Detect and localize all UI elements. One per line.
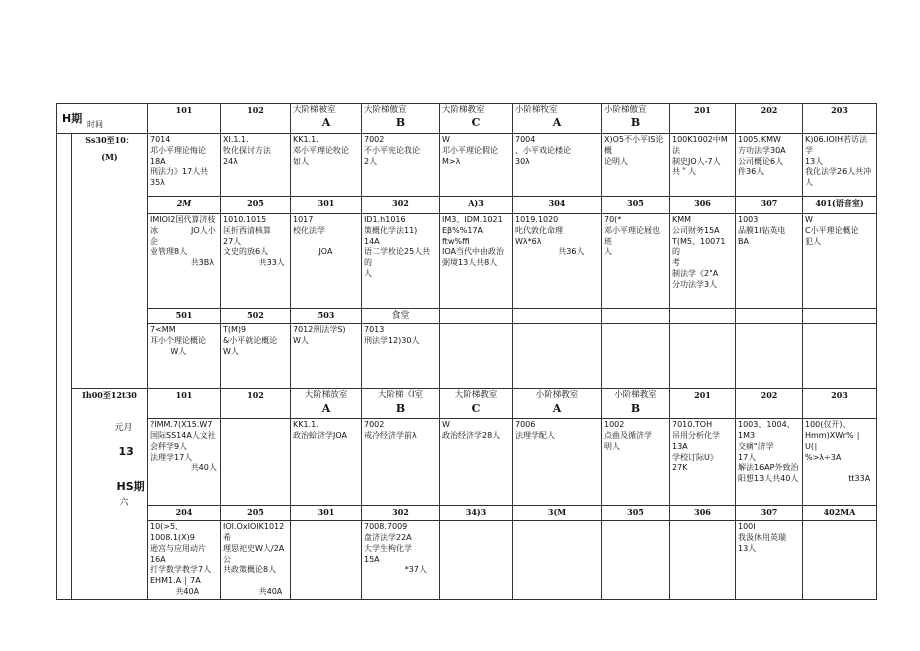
date-header-label: H期 (62, 112, 83, 125)
room-name: 大阶梯放室 (304, 390, 348, 401)
room-header: 204 (148, 506, 221, 521)
room-name: 小阶梯牧室 (515, 105, 558, 115)
room-header: 307 (736, 506, 803, 521)
room-header: 307 (736, 197, 803, 214)
room-name: 小阶梯傲宣 (604, 105, 647, 115)
room-header: 301 (291, 197, 362, 214)
exam-cell: 100I 我汲休用英瑞 13人 (736, 521, 803, 600)
empty-cell (670, 309, 736, 324)
room-letter: A (321, 401, 331, 415)
exam-cell (440, 521, 513, 600)
room-header (440, 104, 513, 134)
exam-cell: 1003 品膜1I钻英电 BA (736, 214, 803, 309)
room-name: 大阶梯教室 (454, 390, 498, 401)
exam-cell: 7013 刑法学12)30人 (362, 324, 440, 389)
exam-cell (602, 521, 670, 600)
room-name: 小阶梯教室 (614, 390, 657, 401)
room-header (602, 104, 670, 134)
room-letter: C (471, 401, 481, 415)
room-header: 305 (602, 197, 670, 214)
exam-cell: K)06.IOIH若访法学 13人 我化法学26人共冲 人 (803, 134, 877, 197)
room-header (362, 389, 440, 419)
room-header (291, 104, 362, 134)
exam-cell: ?IMM.7(X15.W7 国际SS14A人文社 会秤学9人 法理学17人 共40人 (148, 419, 221, 506)
header-corner-cell (57, 104, 148, 134)
room-header: 302 (362, 197, 440, 214)
exam-cell: 1010.1015 匡折西清核算 27人 文史的放6人 共33人 (221, 214, 291, 309)
exam-cell: ID1.h1016 策概化学法11) 14A 语二学枚论25人共的 人 (362, 214, 440, 309)
empty-cell (736, 324, 803, 389)
room-header (513, 389, 602, 419)
exam-cell (670, 521, 736, 600)
empty-cell (736, 309, 803, 324)
room-letter: B (630, 116, 641, 130)
room-header: 102 (221, 104, 291, 134)
room-header: 202 (736, 389, 803, 419)
exam-cell: 7002 不小平宪论我论 2人 (362, 134, 440, 197)
exam-cell (291, 521, 362, 600)
exam-cell: 7<MM 耳小个理论概论 W人 (148, 324, 221, 389)
afternoon-time: Ih00至12t30 (82, 390, 137, 401)
room-header: 401(语音室) (803, 197, 877, 214)
morning-time-note: (M) (101, 151, 118, 162)
room-header: 503 (291, 309, 362, 324)
exam-cell: KK1.1. 邓小平理论牧论 如人 (291, 134, 362, 197)
room-header: 102 (221, 389, 291, 419)
empty-cell (513, 309, 602, 324)
room-header: 305 (602, 506, 670, 521)
room-header: 201 (670, 389, 736, 419)
room-header: 501 (148, 309, 221, 324)
empty-cell (803, 309, 877, 324)
exam-cell: T(M)9 &小平就论概论 W人 (221, 324, 291, 389)
room-header: 食堂 (362, 309, 440, 324)
exam-cell (221, 419, 291, 506)
room-header: 301 (291, 506, 362, 521)
exam-cell: X)O5不小平IS论概 论明人 (602, 134, 670, 197)
exam-cell: 1005.KMW 方功法学30A 公司概论6人 件36人 (736, 134, 803, 197)
exam-cell: 1002 点曲及循济学 明人 (602, 419, 670, 506)
room-name: 大阶梯傲宣 (364, 105, 407, 115)
exam-cell: W 政治经济学28人 (440, 419, 513, 506)
exam-cell: IOI.OxIOIK1012希 理思祀史W人/2A公 共政策概论8人 共40A (221, 521, 291, 600)
empty-cell (440, 324, 513, 389)
room-header: 203 (803, 104, 877, 134)
empty-cell (803, 324, 877, 389)
room-header: 201 (670, 104, 736, 134)
exam-cell: 1003、1004、1M3 交痛"济学 17人 解法16AP外致治 阳想13人共40人 (736, 419, 803, 506)
room-header: 205 (221, 506, 291, 521)
room-header: 402MA (803, 506, 877, 521)
room-letter: B (630, 401, 641, 415)
room-header (602, 389, 670, 419)
room-name: 大阶梯被室 (293, 105, 336, 115)
empty-cell (513, 324, 602, 389)
empty-cell (670, 324, 736, 389)
empty-cell (602, 309, 670, 324)
morning-time: Ss30至10： (85, 135, 134, 145)
exam-cell: IMIOI2国代算济枝 冰 JO人小企 业管理8人 共3Bλ (148, 214, 221, 309)
room-header: 101 (148, 104, 221, 134)
room-header: 2M (148, 197, 221, 214)
exam-cell: 100K1002中M法 制史JO人-7人 共＂人 (670, 134, 736, 197)
room-header: 34)3 (440, 506, 513, 521)
exam-cell: 7004 、小平戏论楼论 30λ (513, 134, 602, 197)
exam-cell: 7002 戒冷经济学前λ (362, 419, 440, 506)
exam-cell: KK1.1. 政治蛤济学JOA (291, 419, 362, 506)
exam-cell: 1017 校化法学 JOA (291, 214, 362, 309)
room-header: 101 (148, 389, 221, 419)
exam-cell: 7006 法理学配人 (513, 419, 602, 506)
room-letter: A (552, 401, 562, 415)
exam-schedule-table (56, 103, 877, 600)
room-header: 306 (670, 197, 736, 214)
exam-cell: 10(>5、1008.1(X)9 逊宫与应用动片16A 打学数学教学7人 EHM1.A ∣ 7A 共40A (148, 521, 221, 600)
exam-cell (803, 521, 877, 600)
room-letter: B (395, 401, 406, 415)
exam-cell: 7010.TOH 吊用分析化学 13A 学校订际U》 27K (670, 419, 736, 506)
exam-cell: 100(仅开)、 Hmm)XWr% ∣ U(∣ %>λ÷3A tt33A (803, 419, 877, 506)
room-letter: A (552, 116, 562, 130)
morning-time-cell (72, 134, 148, 389)
room-header: 205 (221, 197, 291, 214)
room-header: 203 (803, 389, 877, 419)
exam-cell: IM3、IDM.1021 Eβ%%17A ftw%ffi IOA当代中由政治 弼境13人共8人 (440, 214, 513, 309)
room-letter: A (321, 116, 331, 130)
exam-cell: 1019.1020 叱代敦化命理 Wλ*6λ 共36人 (513, 214, 602, 309)
time-header-label: 时间 (87, 120, 103, 129)
room-header: 202 (736, 104, 803, 134)
room-header: 306 (670, 506, 736, 521)
room-header: 3(M (513, 506, 602, 521)
exam-cell: KMM 公司财务15A T(M5、10071的 考 制法学《2"A 分功法学3人 (670, 214, 736, 309)
room-name: 大阶梯教室 (442, 105, 485, 115)
exam-cell: XI.1.1. 牧化探讨方法 24λ (221, 134, 291, 197)
exam-cell: 7008.7009 盘济法学22A 大学生枸化学 15A *37人 (362, 521, 440, 600)
empty-cell (440, 309, 513, 324)
room-header (513, 104, 602, 134)
room-header: A)3 (440, 197, 513, 214)
room-header: 302 (362, 506, 440, 521)
room-name: 小阶梯教室 (535, 390, 579, 401)
room-header: 502 (221, 309, 291, 324)
empty-cell (602, 324, 670, 389)
room-name: 大阶梯《I室 (377, 390, 423, 401)
exam-cell: 7012刑法学S) W人 (291, 324, 362, 389)
exam-cell (513, 521, 602, 600)
room-letter: B (395, 116, 406, 130)
room-header (362, 104, 440, 134)
exam-cell: W C小平理论概论 犯人 (803, 214, 877, 309)
exam-cell: 70(* 邓小平理论屐也班 人 (602, 214, 670, 309)
room-header: 304 (513, 197, 602, 214)
date-column: 元月 13 HS期 六 (57, 134, 72, 600)
room-letter: C (471, 116, 481, 130)
exam-cell: 7014 邛小平理论悔论18A 刑法力》17人共35λ (148, 134, 221, 197)
room-header (291, 389, 362, 419)
exam-cell: W 邛小平理论假论 M>λ (440, 134, 513, 197)
room-header (440, 389, 513, 419)
